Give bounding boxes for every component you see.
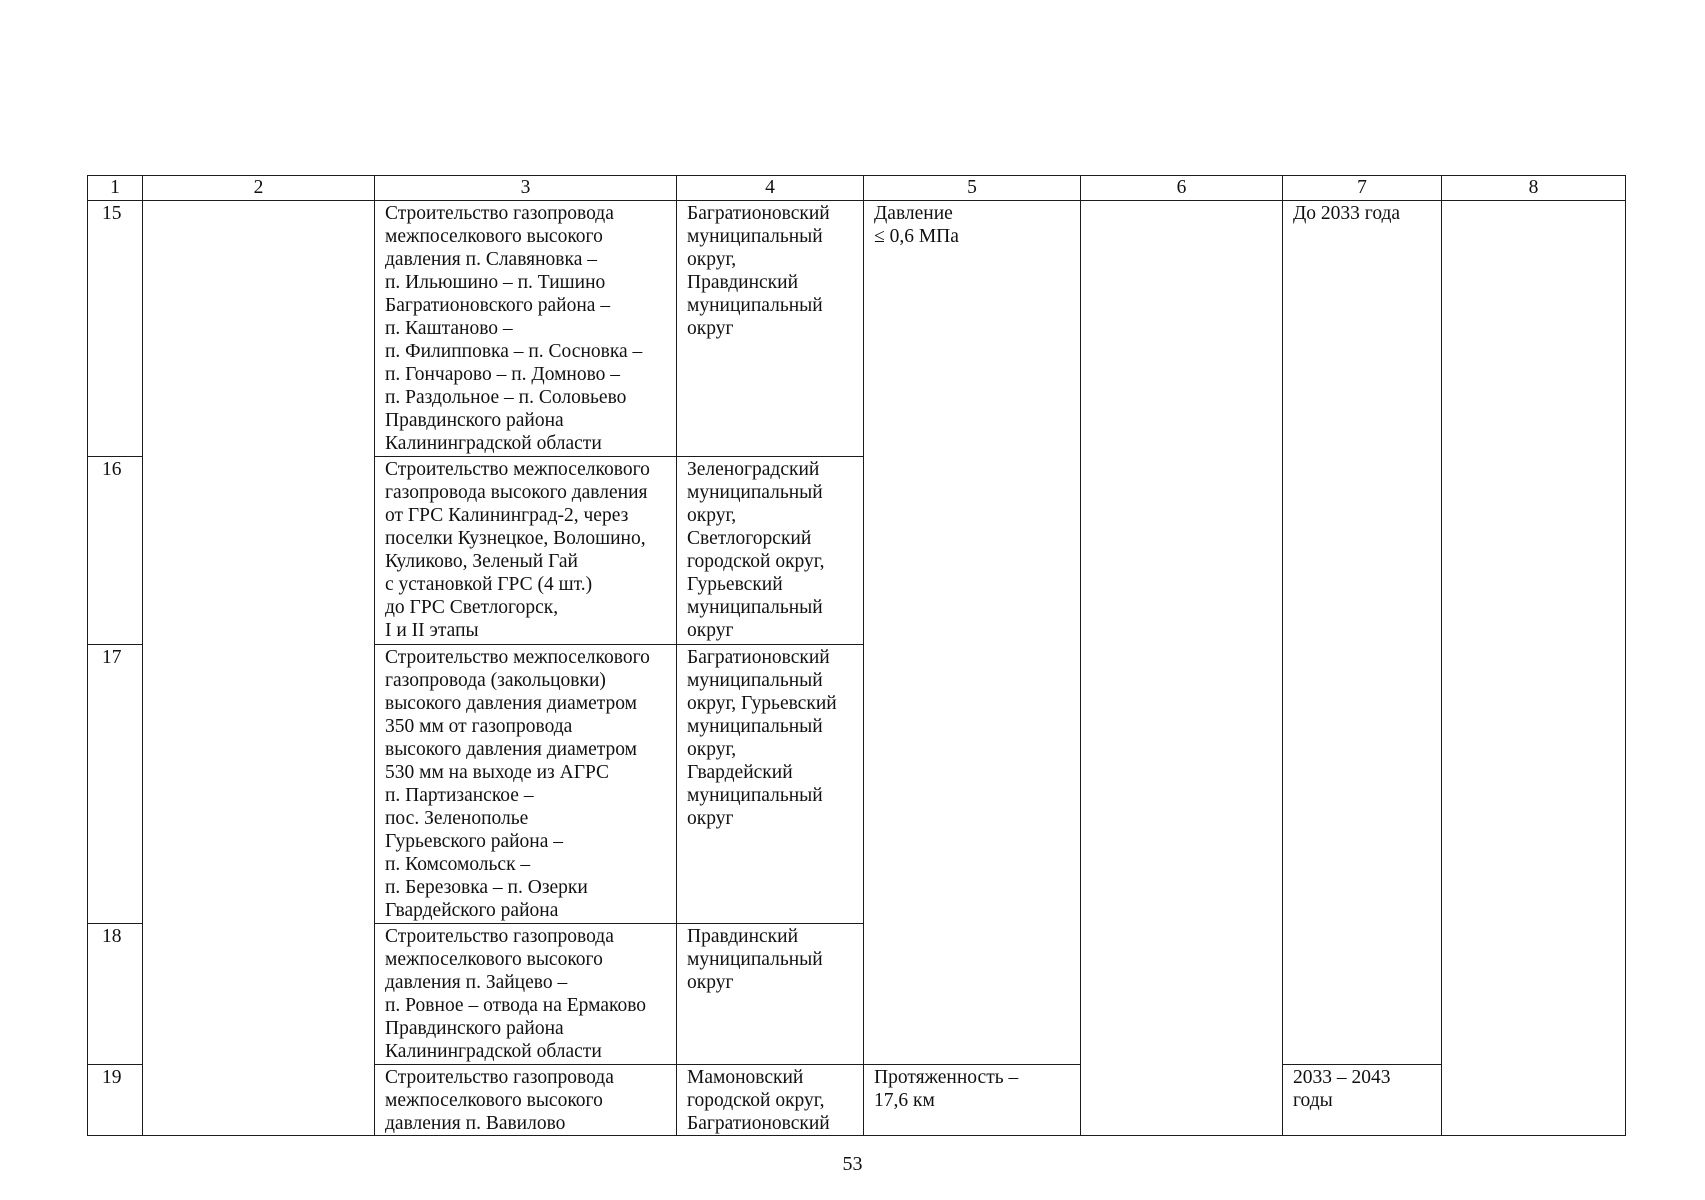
column-number-row xyxy=(88,176,1626,201)
column-header-3: 3 xyxy=(375,176,677,201)
row-16-territory: Зеленоградский муниципальный округ, Светлогорский городской округ, Гурьевский муниципальный округ xyxy=(677,457,864,645)
row-18-description: Строительство газопровода межпоселкового высокого давления п. Зайцево – п. Ровное – отвода на Ермаково Правдинского района Калининградской области xyxy=(375,924,677,1065)
row-18-territory: Правдинский муниципальный округ xyxy=(677,924,864,1065)
table-row xyxy=(88,201,1626,457)
row-15-number: 15 xyxy=(88,201,143,457)
row-15-territory: Багратионовский муниципальный округ, Правдинский муниципальный округ xyxy=(677,201,864,457)
row-17-territory: Багратионовский муниципальный округ, Гурьевский муниципальный округ, Гвардейский муниципальный округ xyxy=(677,645,864,924)
row-16-description: Строительство межпоселкового газопровода высокого давления от ГРС Калининград-2, через поселки Кузнецкое, Волошино, Куликово, Зеленый Гай с установкой ГРС (4 шт.) до ГРС Светлогорск, I и II этапы xyxy=(375,457,677,645)
column-header-1: 1 xyxy=(88,176,143,201)
pressure-parameter-cell: Давление ≤ 0,6 МПа xyxy=(864,201,1081,1065)
column-8-merged-cell xyxy=(1442,201,1626,1136)
row-15-description: Строительство газопровода межпоселкового высокого давления п. Славяновка – п. Ильюшино – п. Тишино Багратионовского района – п. Каштаново – п. Филипповка – п. Сосновка – п. Гончарово – п. Домново – п. Раздольное – п. Соловьево Правдинского района Калининградской области xyxy=(375,201,677,457)
row-17-number: 17 xyxy=(88,645,143,924)
term-until-2033-cell: До 2033 года xyxy=(1283,201,1442,1065)
column-header-6: 6 xyxy=(1081,176,1283,201)
row-17-description: Строительство межпоселкового газопровода (закольцовки) высокого давления диаметром 350 мм от газопровода высокого давления диаметром 530 мм на выходе из АГРС п. Партизанское – пос. Зеленополье Гурьевского района – п. Комсомольск – п. Березовка – п. Озерки Гвардейского района xyxy=(375,645,677,924)
row-16-number: 16 xyxy=(88,457,143,645)
column-header-2: 2 xyxy=(143,176,375,201)
column-header-8: 8 xyxy=(1442,176,1626,201)
column-6-merged-cell xyxy=(1081,201,1283,1136)
column-header-5: 5 xyxy=(864,176,1081,201)
row-19-number: 19 xyxy=(88,1065,143,1136)
row-19-length-parameter: Протяженность – 17,6 км xyxy=(864,1065,1081,1136)
row-19-description: Строительство газопровода межпоселкового высокого давления п. Вавилово xyxy=(375,1065,677,1136)
page-number: 53 xyxy=(842,1153,863,1175)
row-19-term: 2033 – 2043 годы xyxy=(1283,1065,1442,1136)
gas-pipeline-table xyxy=(87,175,1626,1136)
column-2-merged-cell xyxy=(143,201,375,1136)
column-header-4: 4 xyxy=(677,176,864,201)
row-18-number: 18 xyxy=(88,924,143,1065)
column-header-7: 7 xyxy=(1283,176,1442,201)
row-19-territory: Мамоновский городской округ, Багратионовский xyxy=(677,1065,864,1136)
